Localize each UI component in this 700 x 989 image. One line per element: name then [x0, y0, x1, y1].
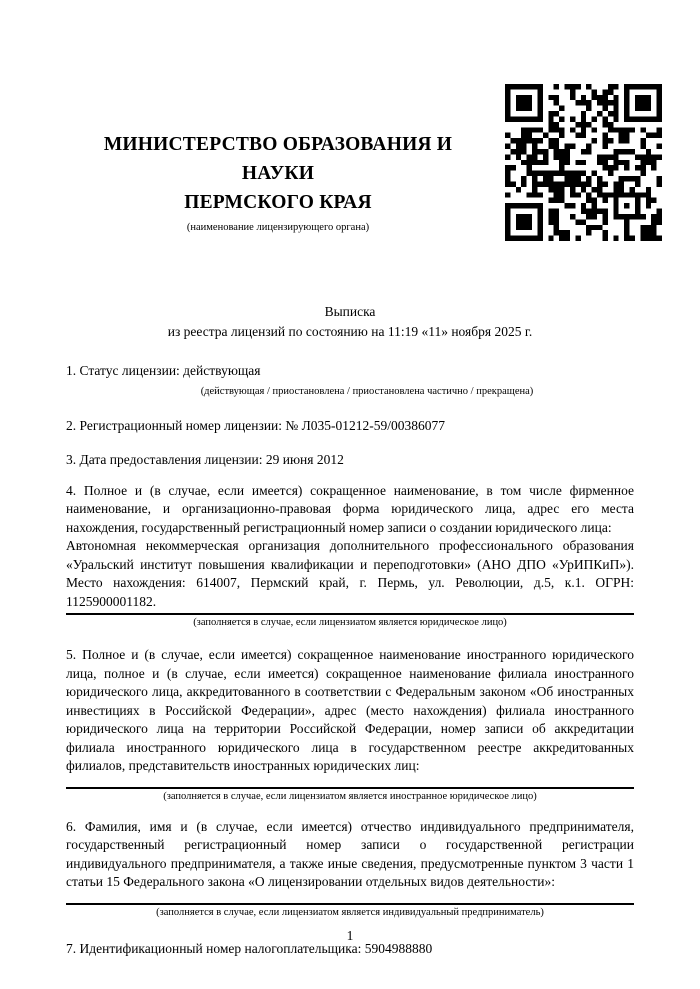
ministry-name-line1: МИНИСТЕРСТВО ОБРАЗОВАНИЯ И НАУКИ: [103, 134, 453, 184]
item-6-underline: [66, 903, 634, 905]
item-4-label: 4. Полное и (в случае, если имеется) сокращенное наименование, в том числе фирменное наименование, и организационно-правовая форма юридического лица, адрес его места нахождения, государственный регистрационный номер записи о создании юридического лица:: [66, 482, 634, 535]
item-5-underline: [66, 787, 634, 789]
item-4-value: Автономная некоммерческая организация дополнительного профессионального образования «Уральский институт повышения квалификации и переподготовки» (АНО ДПО «УрИПКиП»). Место нахождения: 614007, Пермский край, г. Пермь, ул. Революции, д.5, к.1. ОГРН: 1125900001182.: [66, 538, 634, 609]
document-title-line1: Выписка: [324, 304, 376, 319]
item-6-caption: (заполняется в случае, если лицензиатом является индивидуальный предприниматель): [156, 906, 544, 918]
item-5-label: 5. Полное и (в случае, если имеется) сокращенное наименование иностранного юридического лица, полное и (в случае, если имеется) сокращенное наименование филиала иностранного юридического лица, аккредитованного в соответствии с Федеральным законом «Об иностранных инвестициях в Российской Федерации», адрес (место нахождения) филиала иностранного юридического лица на территории Российской Федерации, номер записи об аккредитации филиала иностранного юридического лица в государственном реестре аккредитованных филиалов, представительств иностранных юридических лиц:: [66, 647, 634, 773]
item-5-empty-value: [66, 776, 634, 785]
item-4-underline: [66, 613, 634, 615]
item-7-taxpayer-id: 7. Идентификационный номер налогоплательщика: 5904988880: [66, 940, 433, 956]
item-5-caption: (заполняется в случае, если лицензиатом является иностранное юридическое лицо): [163, 790, 537, 802]
item-1-license-status: 1. Статус лицензии: действующая: [66, 363, 261, 378]
item-2-registration-number: 2. Регистрационный номер лицензии: № Л035-01212-59/00386077: [66, 417, 446, 433]
item-4-caption: (заполняется в случае, если лицензиатом является юридическое лицо): [193, 617, 507, 628]
item-6-individual-entrepreneur-section: [66, 818, 634, 920]
licensing-authority-header: [66, 130, 490, 233]
licensing-authority-caption: (наименование лицензирующего органа): [186, 222, 370, 233]
item-4-legal-entity-section: [66, 482, 634, 631]
item-5-foreign-entity-section: [66, 646, 634, 804]
item-3-license-grant-date: 3. Дата предоставления лицензии: 29 июня 2012: [66, 452, 344, 467]
item-6-label: 6. Фамилия, имя и (в случае, если имеется) отчество индивидуального предпринимателя, государственный регистрационный номер записи о государственной регистрации индивидуального предпринимателя, а также иные сведения, предусмотренные пунктом 3 части 1 статьи 15 Федерального закона «О лицензировании отдельных видов деятельности»:: [66, 818, 634, 889]
item-6-empty-value: [66, 892, 634, 901]
item-1-status-options-caption: (действующая / приостановлена / приостановлена частично / прекращена): [200, 385, 534, 397]
document-title-line2: из реестра лицензий по состоянию на 11:19 «11» ноября 2025 г.: [167, 324, 533, 339]
page-number: 1: [346, 928, 354, 943]
qr-code-icon: [505, 84, 662, 241]
document-title: [66, 302, 634, 342]
ministry-name-line2: ПЕРМСКОГО КРАЯ: [184, 192, 372, 213]
document-body: [66, 362, 634, 958]
